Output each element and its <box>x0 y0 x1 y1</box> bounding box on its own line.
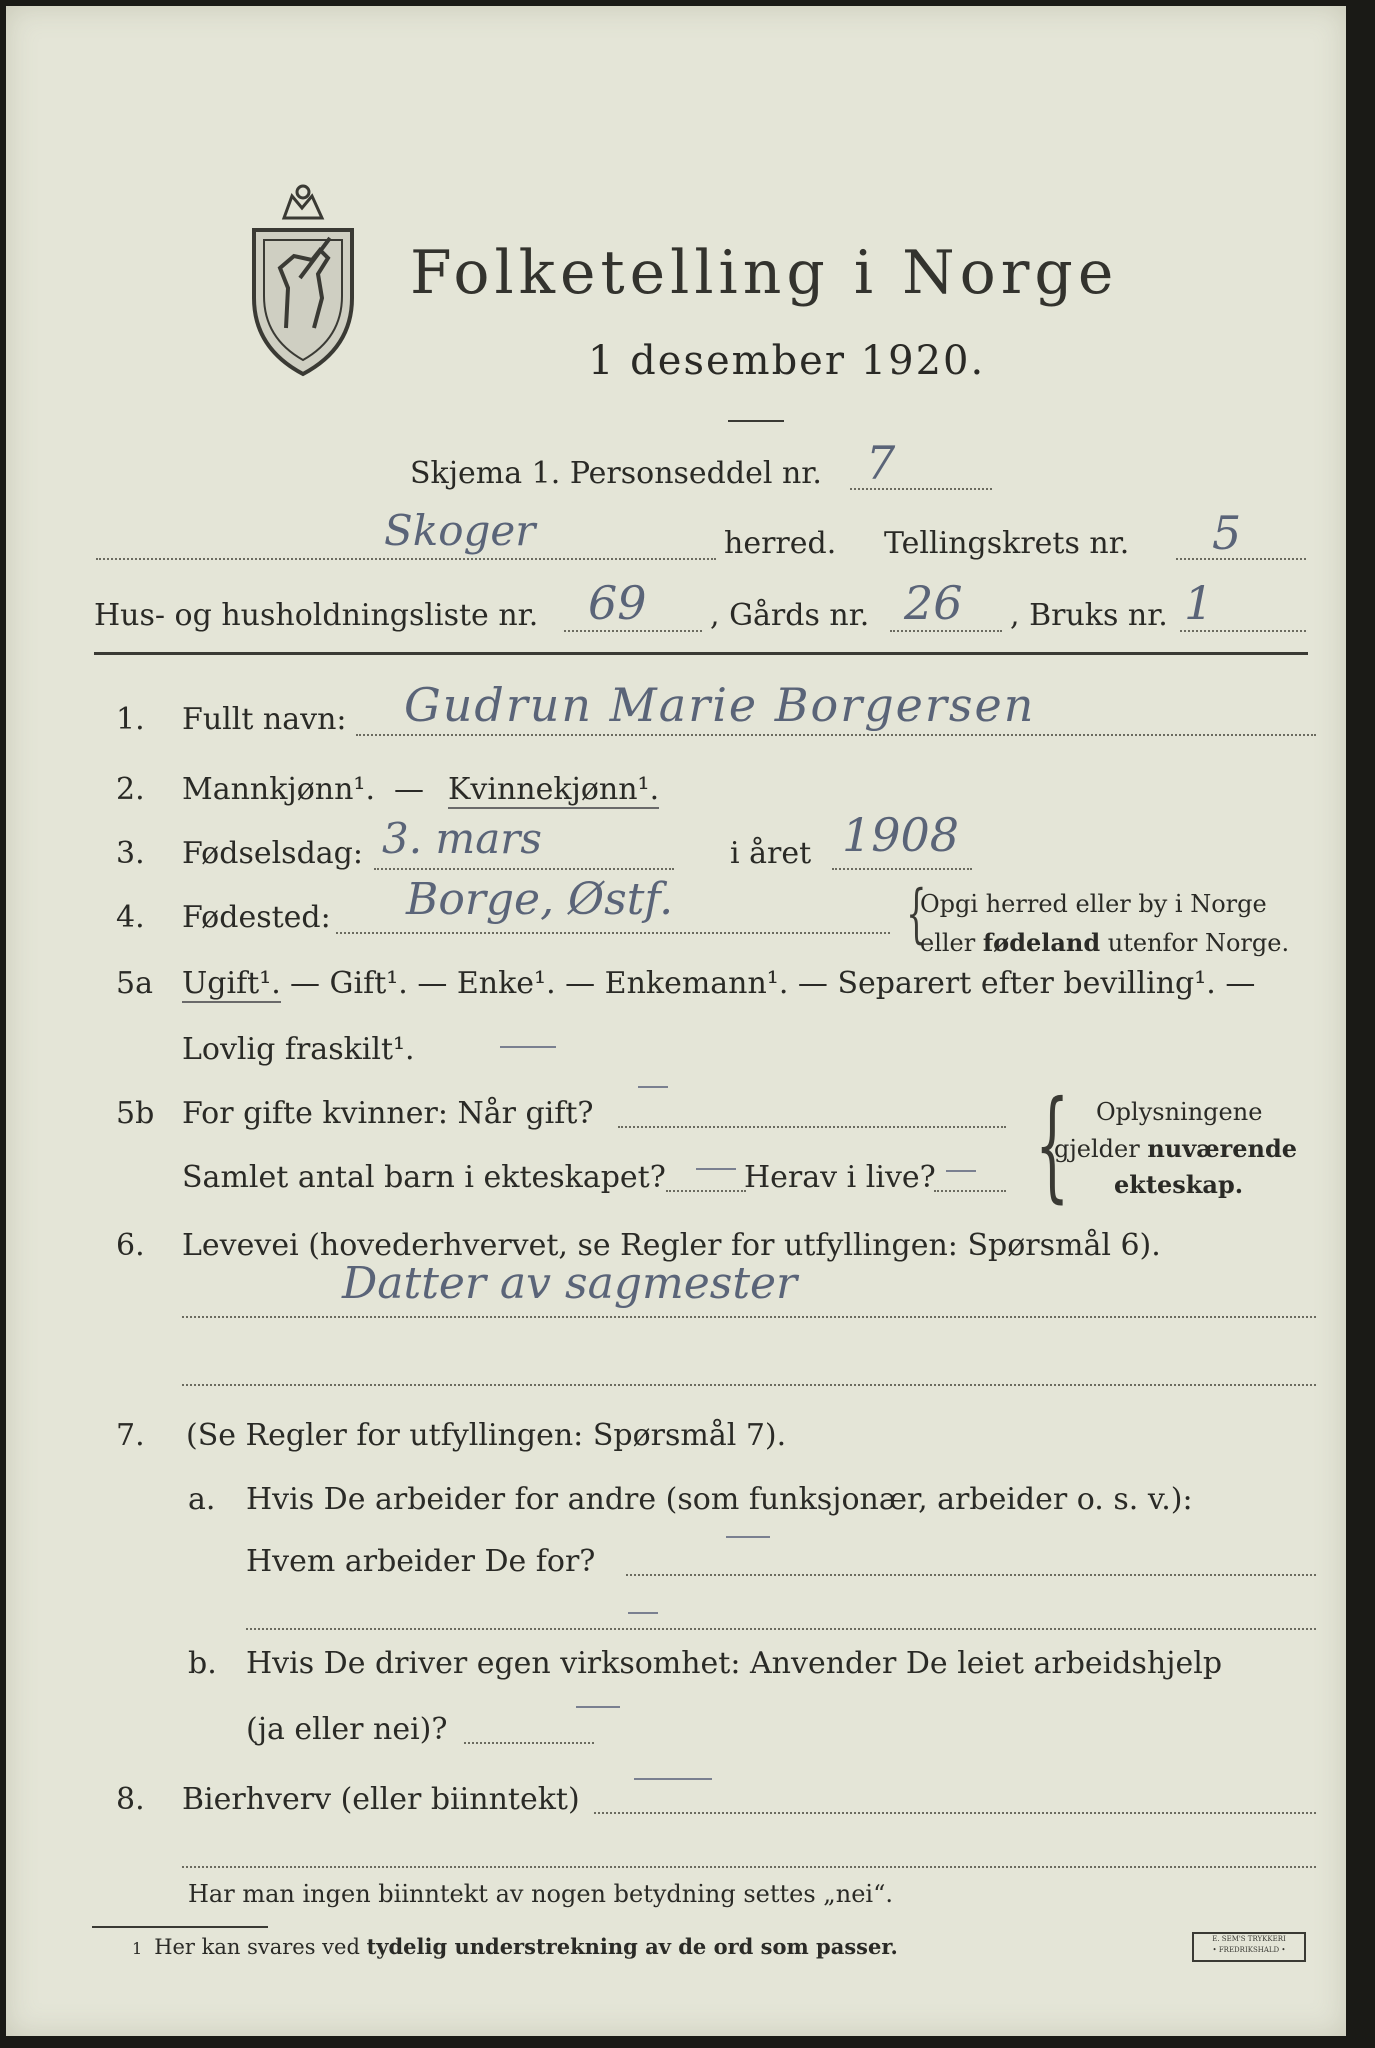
printer-stamp: E. SEM'S TRYKKERI • FREDRIKSHALD • <box>1192 1932 1306 1962</box>
q2-number: 2. <box>116 772 145 807</box>
q4-brace: { <box>906 877 927 951</box>
q5a-divorced-option[interactable]: Lovlig fraskilt¹. <box>182 1032 415 1067</box>
q3-label: Fødselsdag: <box>182 836 363 871</box>
bruks-label: , Bruks nr. <box>1010 598 1168 633</box>
gards-number[interactable]: 26 <box>904 576 963 630</box>
q7b-question: Hvis De driver egen virksomhet: Anvender De leiet arbeidshjelp <box>246 1646 1223 1681</box>
q7-number: 7. <box>116 1418 145 1453</box>
q5a-other-options[interactable]: — Gift¹. — Enke¹. — Enkemann¹. — Separert efter bevilling¹. — <box>290 966 1256 1001</box>
q4-note-line2: eller fødeland utenfor Norge. <box>920 928 1290 957</box>
q7-label: (Se Regler for utfyllingen: Spørsmål 7). <box>186 1418 787 1453</box>
q5a-number: 5a <box>116 966 153 1001</box>
q5b-note-line2: gjelder nuværende <box>1054 1134 1298 1163</box>
census-form-sheet <box>6 6 1346 2036</box>
footnote: 1 Her kan svares ved tydelig understrekning av de ord som passer. <box>132 1934 898 1959</box>
q2-separator: — <box>394 772 424 807</box>
occupation-value[interactable]: Datter av sagmester <box>342 1258 798 1309</box>
husholdningsliste-number[interactable]: 69 <box>588 576 647 630</box>
form-date: 1 desember 1920. <box>588 338 986 384</box>
bruks-number[interactable]: 1 <box>1184 576 1214 630</box>
q3-year-label: i året <box>730 836 812 871</box>
q7b-letter: b. <box>188 1646 217 1681</box>
q1-number: 1. <box>116 702 145 737</box>
q7b-yes-no-label: (ja eller nei)? <box>246 1712 448 1747</box>
q7a-employer-label: Hvem arbeider De for? <box>246 1544 596 1579</box>
q8-label: Bierhverv (eller biinntekt) <box>182 1782 580 1817</box>
birth-year-value[interactable]: 1908 <box>842 808 960 862</box>
q2-female-option[interactable]: Kvinnekjønn¹. <box>448 772 660 807</box>
herred-name[interactable]: Skoger <box>384 506 536 555</box>
gards-label: , Gårds nr. <box>710 598 870 633</box>
q4-label: Fødested: <box>182 900 331 935</box>
income-note: Har man ingen biinntekt av nogen betydning settes „nei“. <box>188 1880 893 1908</box>
birthplace-value[interactable]: Borge, Østf. <box>406 874 674 925</box>
title-divider <box>728 420 784 422</box>
q6-label: Levevei (hovederhvervet, se Regler for utfyllingen: Spørsmål 6). <box>182 1228 1161 1263</box>
full-name-value[interactable]: Gudrun Marie Borgersen <box>404 678 1036 732</box>
norway-coat-of-arms-icon <box>244 178 362 378</box>
q5b-married-label: For gifte kvinner: Når gift? <box>182 1096 594 1131</box>
tellingskrets-label: Tellingskrets nr. <box>884 526 1130 561</box>
q1-label: Fullt navn: <box>182 702 347 737</box>
header-rule <box>94 652 1308 655</box>
q6-number: 6. <box>116 1228 145 1263</box>
q4-number: 4. <box>116 900 145 935</box>
personseddel-number[interactable]: 7 <box>866 436 896 490</box>
schema-label: Skjema 1. Personseddel nr. <box>410 456 822 491</box>
husholdningsliste-label: Hus- og husholdningsliste nr. <box>94 598 539 633</box>
q5b-alive-label: Herav i live? <box>744 1160 936 1195</box>
q5b-children-label: Samlet antal barn i ekteskapet? <box>182 1160 666 1195</box>
herred-label: herred. <box>724 526 837 561</box>
q5b-number: 5b <box>116 1096 155 1131</box>
tellingskrets-number[interactable]: 5 <box>1212 506 1242 560</box>
q5b-note-line1: Oplysningene <box>1096 1098 1263 1126</box>
birth-date-value[interactable]: 3. mars <box>382 814 542 863</box>
q7a-question: Hvis De arbeider for andre (som funksjonær, arbeider o. s. v.): <box>246 1482 1193 1517</box>
q2-male-option[interactable]: Mannkjønn¹. <box>182 772 375 807</box>
q5b-brace: { <box>1034 1076 1070 1215</box>
q3-number: 3. <box>116 836 145 871</box>
q7a-letter: a. <box>188 1482 216 1517</box>
q5a-unmarried-option[interactable]: Ugift¹. <box>182 966 281 1001</box>
form-title: Folketelling i Norge <box>410 238 1119 308</box>
q8-number: 8. <box>116 1782 145 1817</box>
q4-note-line1: Opgi herred eller by i Norge <box>920 890 1267 918</box>
q5b-note-line3: ekteskap. <box>1114 1170 1244 1199</box>
